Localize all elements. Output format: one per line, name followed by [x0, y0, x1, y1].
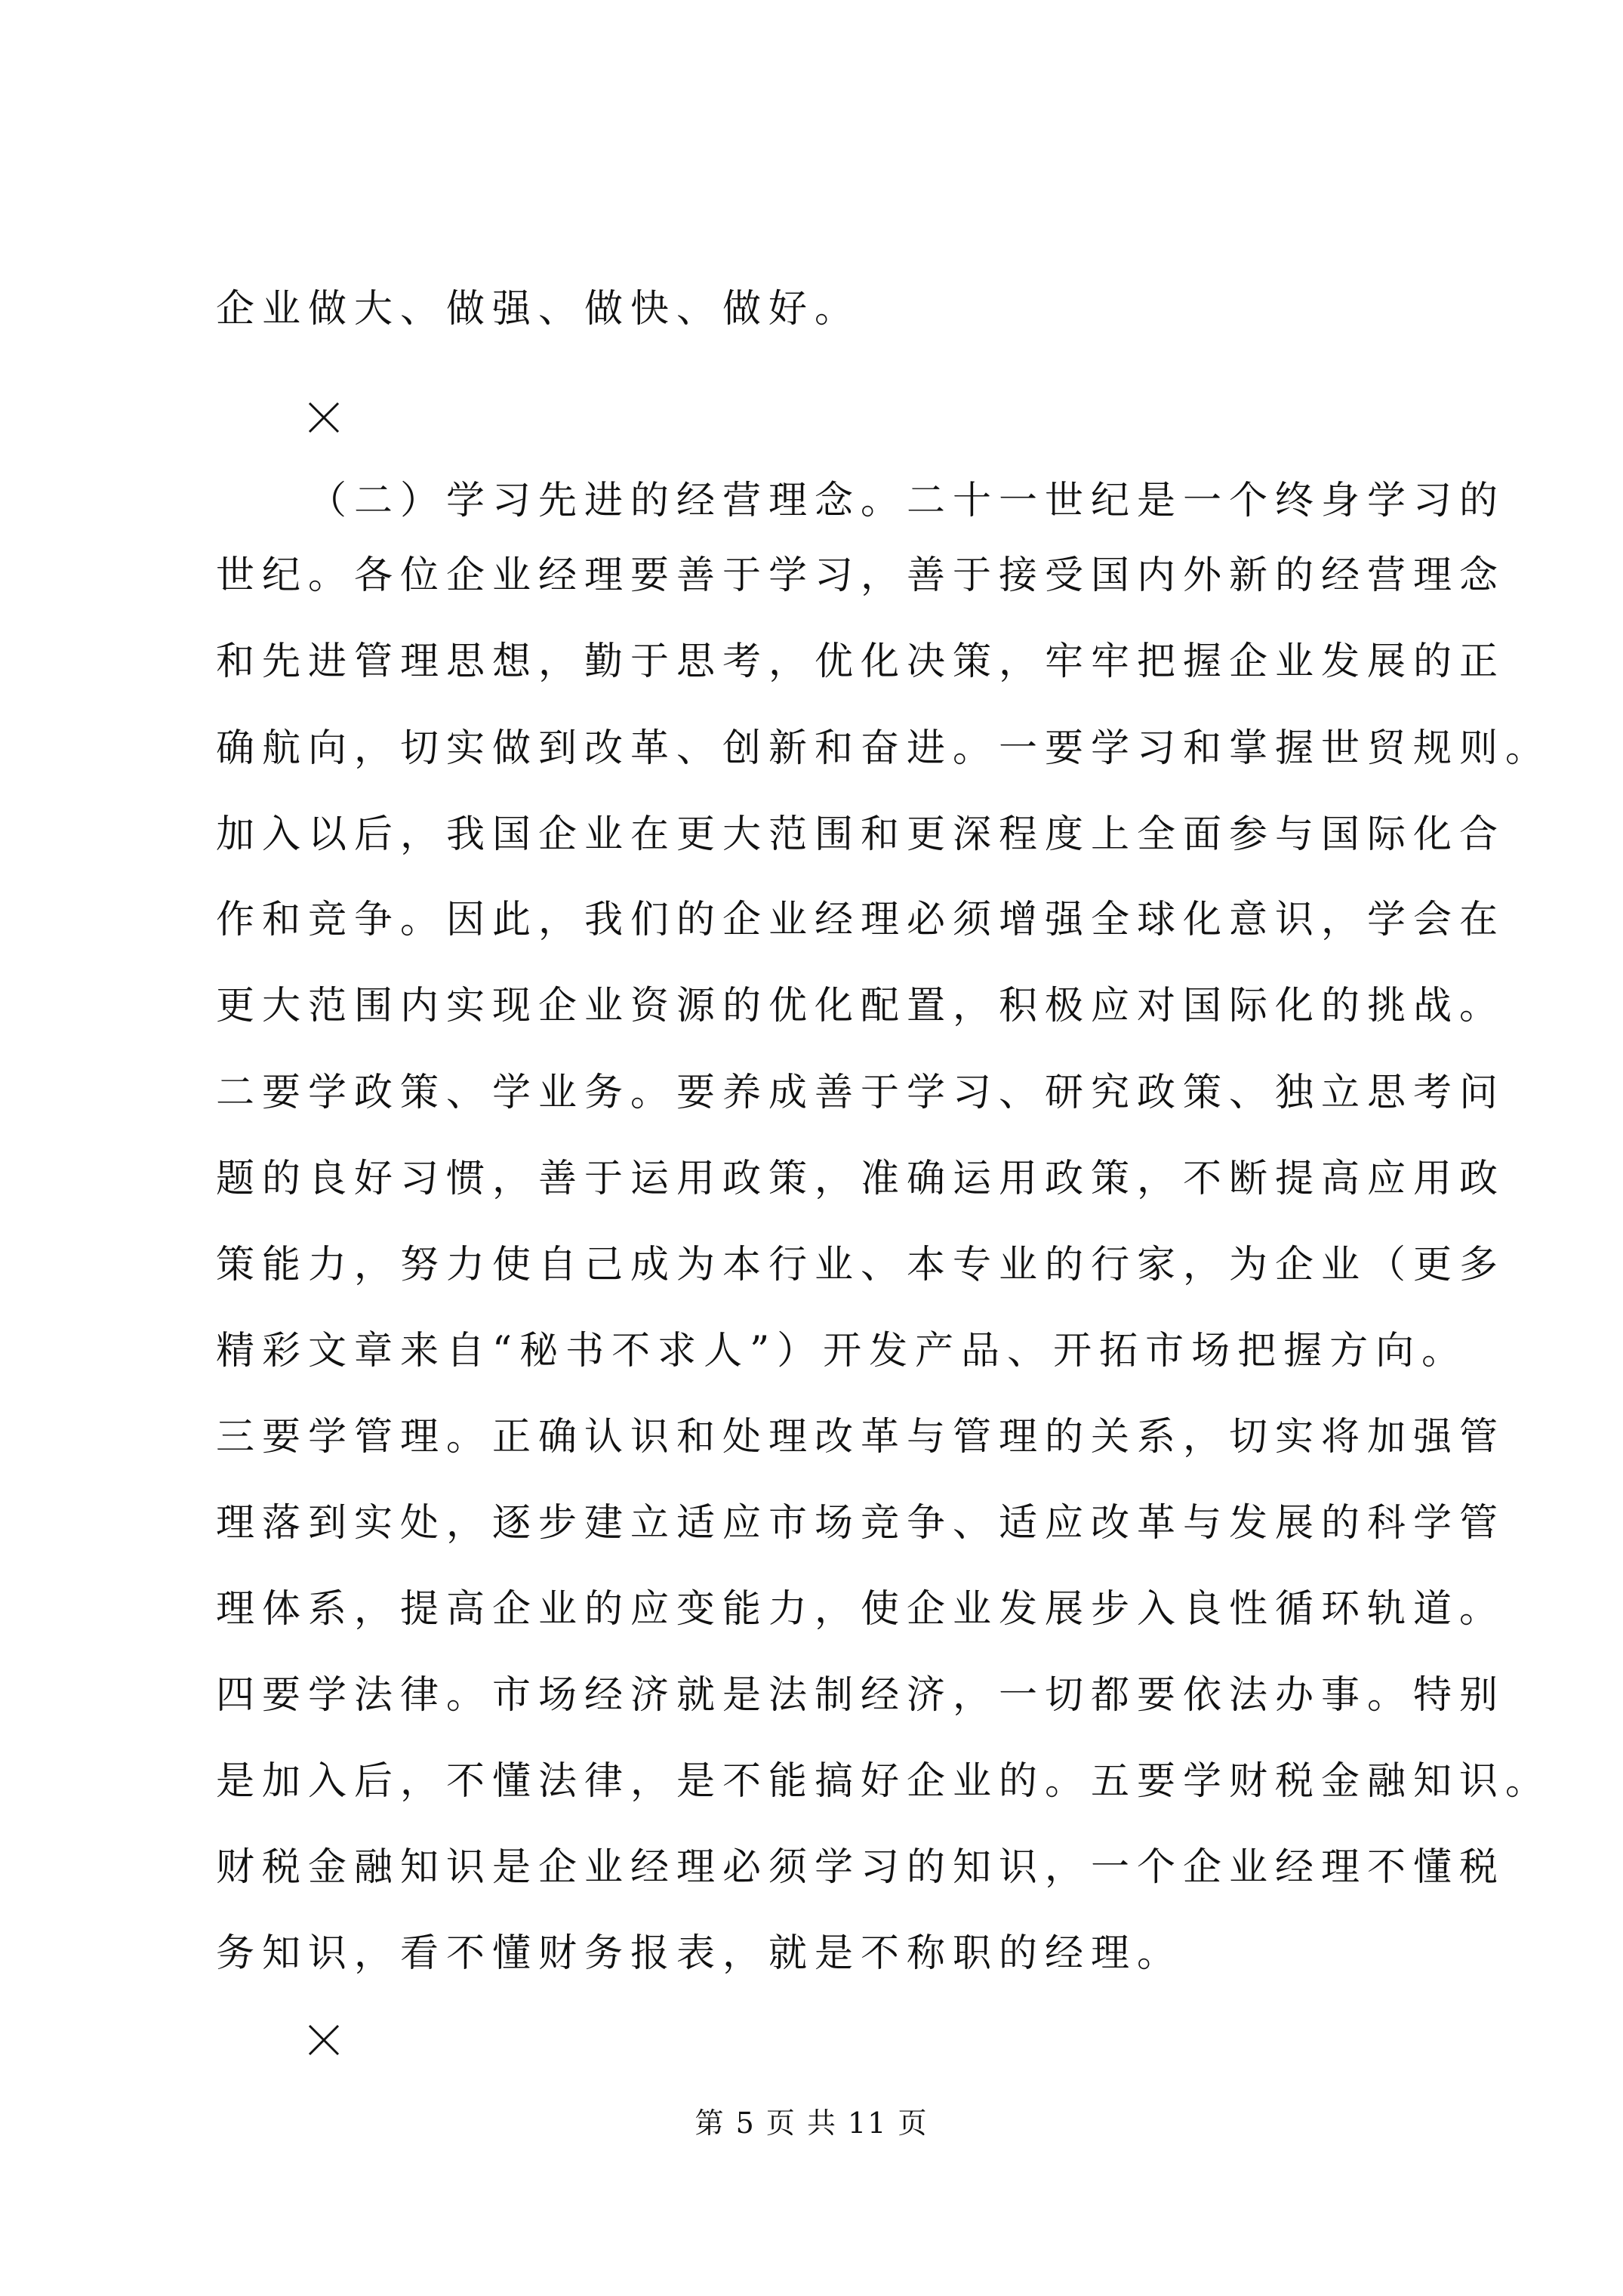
text-line-1: 企业做大、做强、做快、做好。: [216, 287, 861, 331]
text-line-16: 四要学法律。市场经济就是法制经济，一切都要依法办事。特别: [216, 1673, 1506, 1718]
page-number-footer: 第 5 页 共 11 页: [694, 2106, 929, 2140]
text-line-15: 理体系，提高企业的应变能力，使企业发展步入良性循环轨道。: [216, 1587, 1506, 1632]
cross-mark-icon: [306, 400, 341, 435]
text-line-5: 确航向，切实做到改革、创新和奋进。一要学习和掌握世贸规则。: [216, 726, 1552, 771]
text-line-13: 三要学管理。正确认识和处理改革与管理的关系，切实将加强管: [216, 1415, 1506, 1459]
text-line-8: 更大范围内实现企业资源的优化配置，积极应对国际化的挑战。: [216, 984, 1506, 1028]
cross-mark-icon: [306, 2023, 341, 2057]
text-line-2: （二）学习先进的经营理念。二十一世纪是一个终身学习的: [308, 479, 1506, 523]
text-line-12: 精彩文章来自“秘书不求人”）开发产品、开拓市场把握方向。: [216, 1329, 1468, 1373]
text-line-14: 理落到实处，逐步建立适应市场竞争、适应改革与发展的科学管: [216, 1501, 1506, 1546]
text-line-4: 和先进管理思想，勤于思考，优化决策，牢牢把握企业发展的正: [216, 639, 1506, 684]
text-line-17: 是加入后，不懂法律，是不能搞好企业的。五要学财税金融知识。: [216, 1759, 1552, 1804]
text-line-7: 作和竞争。因此，我们的企业经理必须增强全球化意识，学会在: [216, 898, 1506, 942]
text-line-6: 加入以后，我国企业在更大范围和更深程度上全面参与国际化合: [216, 812, 1506, 857]
text-line-10: 题的良好习惯，善于运用政策，准确运用政策，不断提高应用政: [216, 1157, 1506, 1201]
text-line-3: 世纪。各位企业经理要善于学习，善于接受国内外新的经营理念: [216, 553, 1506, 598]
text-line-18: 财税金融知识是企业经理必须学习的知识，一个企业经理不懂税: [216, 1845, 1506, 1890]
text-line-19: 务知识，看不懂财务报表，就是不称职的经理。: [216, 1931, 1184, 1976]
text-line-9: 二要学政策、学业务。要养成善于学习、研究政策、独立思考问: [216, 1071, 1506, 1115]
text-line-11: 策能力，努力使自己成为本行业、本专业的行家，为企业（更多: [216, 1243, 1506, 1287]
